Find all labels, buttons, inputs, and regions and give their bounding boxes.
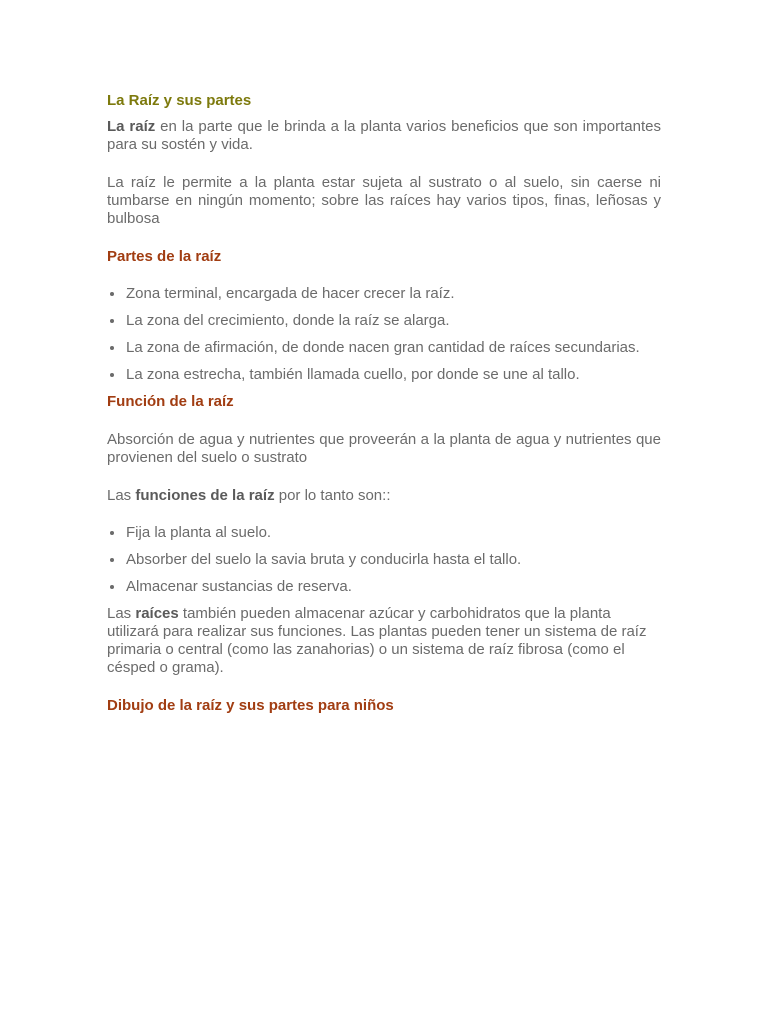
paragraph-absorcion: Absorción de agua y nutrientes que proveerán a la planta de agua y nutrientes que provienen del suelo o sustrato — [107, 431, 661, 466]
section-title-partes-raiz: Partes de la raíz — [107, 248, 222, 265]
list-item: Zona terminal, encargada de hacer crecer la raíz. — [126, 285, 661, 303]
list-item: La zona del crecimiento, donde la raíz se alarga. — [126, 312, 661, 330]
paragraph-text: por lo tanto son:: — [274, 487, 391, 504]
bold-term-funciones: funciones de la raíz — [135, 487, 275, 504]
paragraph-text: también pueden almacenar azúcar y carbohidratos que la planta utilizará para realizar sus funciones. Las plantas pueden tener un sistema de raíz primaria o central (como las zanahorias) o un sistema de raíz fibrosa (como el césped o grama). — [107, 605, 647, 676]
section-title-funcion-raiz: Función de la raíz — [107, 393, 234, 410]
list-item: La zona estrecha, también llamada cuello, por donde se une al tallo. — [126, 366, 661, 384]
list-funciones-raiz — [107, 524, 661, 596]
bold-term-la-raiz: La raíz — [107, 118, 156, 135]
document-content — [107, 91, 661, 715]
list-item: La zona de afirmación, de donde nacen gran cantidad de raíces secundarias. — [126, 339, 661, 357]
bold-term-raices: raíces — [135, 605, 179, 622]
paragraph-text: Las — [107, 605, 136, 622]
paragraph-funciones-intro — [107, 487, 661, 505]
list-item: Almacenar sustancias de reserva. — [126, 578, 661, 596]
paragraph-raices-almacenar — [107, 605, 661, 677]
section-title-dibujo-raiz: Dibujo de la raíz y sus partes para niños — [107, 697, 394, 714]
list-item: Absorber del suelo la savia bruta y conducirla hasta el tallo. — [126, 551, 661, 569]
section-title-raiz-partes: La Raíz y sus partes — [107, 92, 252, 109]
paragraph-raiz-sujeta: La raíz le permite a la planta estar sujeta al sustrato o al suelo, sin caerse ni tumbarse en ningún momento; sobre las raíces hay varios tipos, finas, leñosas y bulbosa — [107, 174, 661, 227]
paragraph-text: Las — [107, 487, 136, 504]
list-item: Fija la planta al suelo. — [126, 524, 661, 542]
list-partes-raiz — [107, 285, 661, 384]
paragraph-text: en la parte que le brinda a la planta varios beneficios que son importantes para su sostén y vida. — [107, 118, 661, 153]
paragraph-la-raiz-definition — [107, 118, 661, 154]
